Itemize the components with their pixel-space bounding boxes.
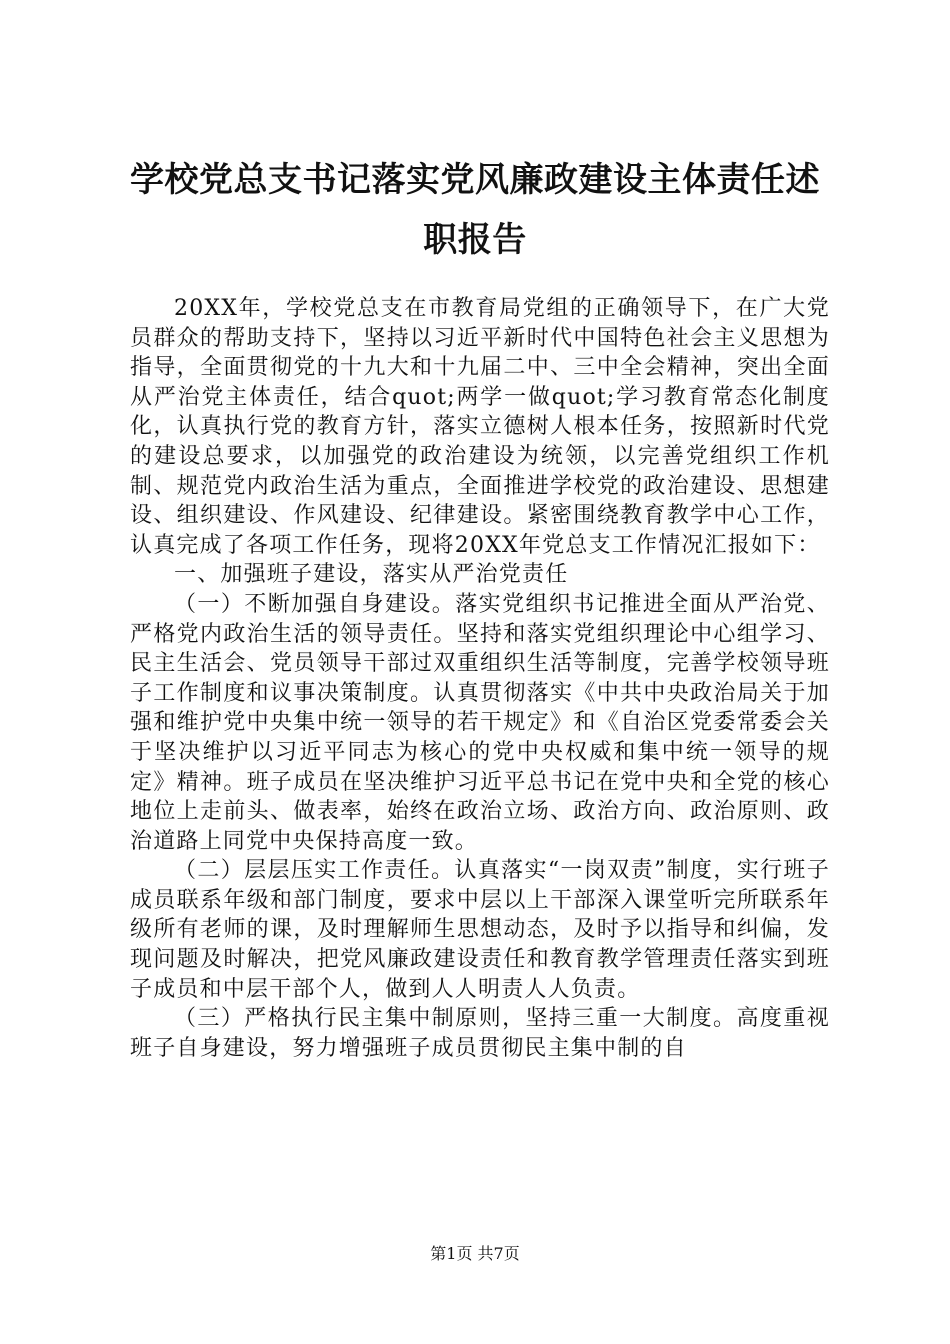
subsection-paragraph-1: （一）不断加强自身建设。落实党组织书记推进全面从严治党、严格党内政治生活的领导责任。坚持和落实党组织理论中心组学习、民主生活会、党员领导干部过双重组织生活等制度，完善学校领导班子工作制度和议事决策制度。认真贯彻落实《中共中央政治局关于加强和维护党中央集中统一领导的若干规定》和《自治区党委常委会关于坚决维护以习近平同志为核心的党中央权威和集中统一领导的规定》精神。班子成员在坚决维护习近平总书记在党中央和全党的核心地位上走前头、做表率，始终在政治立场、政治方向、政治原则、政治道路上同党中央保持高度一致。 (130, 591, 830, 854)
subsection-paragraph-2: （二）层层压实工作责任。认真落实“一岗双责”制度，实行班子成员联系年级和部门制度，要求中层以上干部深入课堂听完所联系年级所有老师的课，及时理解师生思想动态，及时予以指导和纠偏，发现问题及时解决，把党风廉政建设责任和教育教学管理责任落实到班子成员和中层干部个人，做到人人明责人人负责。 (130, 858, 830, 1002)
document-body (130, 294, 830, 1063)
section-heading: 一、加强班子建设，落实从严治党责任 (174, 562, 569, 588)
document-title: 学校党总支书记落实党风廉政建设主体责任述职报告 (130, 160, 820, 260)
intro-paragraph: 20XX年，学校党总支在市教育局党组的正确领导下，在广大党员群众的帮助支持下，坚持以习近平新时代中国特色社会主义思想为指导，全面贯彻党的十九大和十九届二中、三中全会精神，突出全面从严治党主体责任，结合quot;两学一做quot;学习教育常态化制度化，认真执行党的教育方针，落实立德树人根本任务，按照新时代党的建设总要求，以加强党的政治建设为统领，以完善党组织工作机制、规范党内政治生活为重点，全面推进学校党的政治建设、思想建设、组织建设、作风建设、纪律建设。紧密围绕教育教学中心工作，认真完成了各项工作任务，现将20XX年党总支工作情况汇报如下： (130, 296, 830, 558)
subsection-paragraph-3: （三）严格执行民主集中制原则，坚持三重一大制度。高度重视班子自身建设，努力增强班子成员贯彻民主集中制的自 (130, 1006, 830, 1061)
page-number-footer: 第1页 共7页 (430, 1244, 520, 1263)
